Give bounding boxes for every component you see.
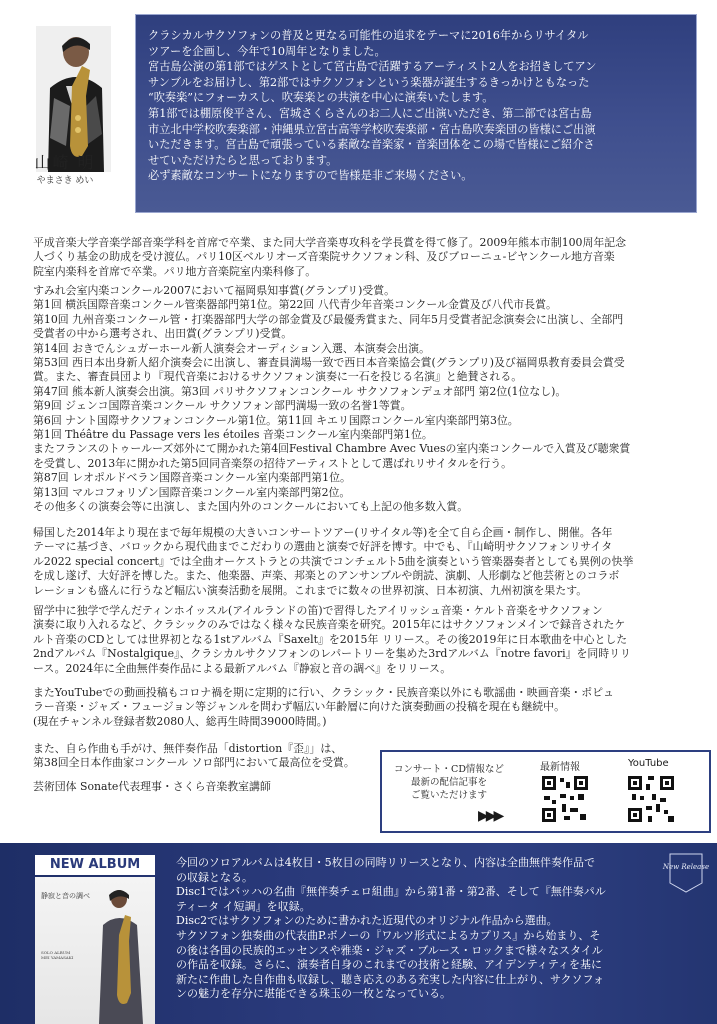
bio-line: 第53回 西日本出身新人紹介演奏会に出演し、審査員満場一致で西日本音楽協会賞(グランプリ)及び福岡県教育委員会賞受 xyxy=(33,356,625,370)
bio-line: 院室内楽科を首席で卒業。パリ地方音楽院室内楽科修了。 xyxy=(33,264,317,278)
bio-line: すみれ会室内楽コンクール2007において福岡県知事賞(グランプリ)受賞。 xyxy=(33,284,396,297)
youtube-label: YouTube xyxy=(628,758,669,769)
bio-line: ルト音楽のCDとしては世界初となる1stアルバム『Saxelt』を2015年 リリース。その後2019年に日本歌曲を中心とした xyxy=(33,632,628,646)
bio-line: (現在チャンネル登録者数2080人、総再生時間39000時間。) xyxy=(33,714,327,728)
bio-roles xyxy=(33,780,373,794)
album-line: ンの魅力を存分に堪能できる珠玉の一枚となっている。 xyxy=(176,987,451,1001)
album-cover-title: 静寂と音の調べ xyxy=(41,892,90,900)
bio-composition xyxy=(33,742,373,771)
bio-awards xyxy=(33,284,689,515)
links-note xyxy=(394,763,504,802)
bio-line: テーマに基づき、バロックから現代曲までこだわりの選曲と演奏で好評を博す。中でも、『山崎明サクソフォンリサイタ xyxy=(33,540,613,554)
bio-line: 第87回 レオポルドベラン国際音楽コンクール室内楽部門第1位。 xyxy=(33,471,351,485)
intro-line: ツアーを企画し、今年で10周年となりました。 xyxy=(148,44,386,58)
album-cover xyxy=(35,877,155,1024)
intro-line: サンブルをお届けし、第2部ではサクソフォンという楽器が誕生するきっかけともなった xyxy=(148,75,590,89)
intro-text xyxy=(148,28,688,184)
youtube-qr-icon[interactable] xyxy=(626,774,676,824)
bio-line: 留学中に独学で学んだティンホイッスル(アイルランドの笛)で習得したアイリッシュ音楽・ケルト音楽をサクソフォン xyxy=(33,604,603,617)
bio-line: 第38回全日本作曲家コンクール ソロ部門において最高位を受賞。 xyxy=(33,756,355,770)
bio-line: を受賞し、2013年に開かれた第5回同音楽祭の招待アーティストとして選ばれリサイタルを行う。 xyxy=(33,456,512,470)
bio-line: 第14回 おきでんシュガーホール新人演奏会オーディション入選、本演奏会出演。 xyxy=(33,341,430,355)
latest-info-label: 最新情報 xyxy=(540,762,580,773)
bio-line: 芸術団体 Sonate代表理事・さくら音楽教室講師 xyxy=(33,780,271,793)
new-album-label: NEW ALBUM xyxy=(35,855,155,875)
album-line: ティータ イ短調』を収録。 xyxy=(176,899,311,913)
bio-line: またYouTubeでの動画投稿もコロナ禍を期に定期的に行い、クラシック・民族音楽以外にも歌謡曲・映画音楽・ポピュ xyxy=(33,686,614,699)
bio-line: ル2022 special concert』では全曲オーケストラとの共演でコンチェルト5曲を演奏という管楽器奏者としても異例の快挙 xyxy=(33,554,634,568)
new-release-badge-text: New Release xyxy=(662,863,710,871)
intro-line: 宮古島公演の第1部ではゲストとして宮古島で活躍するアーティスト2人をお招きしてアン xyxy=(148,60,597,74)
intro-line: せていただけたらと思っております。 xyxy=(148,153,338,167)
bio-concerts xyxy=(33,526,689,598)
album-cover-credit-line: MEI YAMASAKI xyxy=(41,955,74,960)
links-note-line: 最新の配信記事を xyxy=(410,777,487,788)
intro-line: いただきます。宮古島で頑張っている素敵な音楽家・音楽団体をこの場で皆様にご紹介さ xyxy=(148,138,595,152)
arrows-icon: ▶▶▶ xyxy=(478,808,502,824)
album-line: 新たに作曲した自作曲も収録し、聴き応えのある充実した内容に仕上がり、サクソフォ xyxy=(176,972,605,986)
album-line: の後は各国の民族的エッセンスや雅楽・ジャズ・ブルース・ロックまで様々なスタイル xyxy=(176,943,603,957)
album-description xyxy=(176,856,696,1002)
bio-line: レーションも盛んに行うなど幅広い演奏活動を展開。これまでに数々の世界初演、日本初演、九州初演を果たす。 xyxy=(33,583,588,597)
links-note-line: ご覧いただけます xyxy=(410,790,487,801)
bio-line: 平成音楽大学音楽学部音楽学科を首席で卒業、また同大学音楽専攻科を学長賞を得て修了。2009年熊本市制100周年記念 xyxy=(33,236,627,249)
album-cover-credit xyxy=(41,950,73,960)
album-line: Disc1ではバッハの名曲『無伴奏チェロ組曲』から第1番・第2番、そして『無伴奏パル xyxy=(176,885,606,899)
bio-line: 第13回 マルコフォリゾン国際音楽コンクール室内楽部門第2位。 xyxy=(33,485,351,499)
bio-line: 第1回 横浜国際音楽コンクール管楽器部門第1位。第22回 八代青少年音楽コンクール金賞及び八代市長賞。 xyxy=(33,298,557,312)
bio-line: 第6回 ナント国際サクソフォンコンクール第1位。第11回 キエリ国際コンクール室内楽部門第3位。 xyxy=(33,413,519,427)
bio-albums xyxy=(33,604,689,676)
bio-line: ース。2024年に全曲無伴奏作品による最新アルバム『静寂と音の調べ』をリリース。 xyxy=(33,661,452,675)
latest-info-qr-icon[interactable] xyxy=(540,774,590,824)
intro-line: 第1部では棚原俊平さん、宮城さくらさんのお二人にご出演いただき、第二部では宮古島 xyxy=(148,106,592,120)
album-line: 今回のソロアルバムは4枚目・5枚目の同時リリースとなり、内容は全曲無伴奏作品で xyxy=(176,856,596,869)
performer-name-kana: やまさき めい xyxy=(36,176,94,186)
intro-line: “吹奏楽”にフォーカスし、吹奏楽との共演を中心に演奏いたします。 xyxy=(148,91,494,105)
intro-line: 市立北中学校吹奏楽部・沖縄県立宮古高等学校吹奏楽部・宮古島吹奏楽団の皆様にご出演 xyxy=(148,122,596,136)
bio-line: 演奏に取り入れるなど、クラシックのみではなく様々な民族音楽を研究。2015年にはサクソフォンメインで録音されたケ xyxy=(33,618,626,632)
album-line: の収録となる。 xyxy=(176,870,253,884)
bio-line: 賞。また、審査員団より『現代音楽におけるサクソフォン演奏に一石を投じる名演』と絶賛される。 xyxy=(33,370,523,384)
bio-line: 帰国した2014年より現在まで毎年規模の大きいコンサートツアー(リサイタル等)を全て自ら企画・制作し、開催。各年 xyxy=(33,526,613,539)
bio-line: また、自ら作曲も手がけ、無伴奏作品「distortion『歪』」は、 xyxy=(33,742,343,755)
performer-name: 山崎 明 xyxy=(34,153,96,172)
bio-line: 人づくり基金の助成を受け渡仏。パリ10区ベルリオーズ音楽院サクソフォン科、及びブローニュ-ビヤンクール地方音楽 xyxy=(33,250,615,264)
bio-education xyxy=(33,236,689,279)
bio-line: 第9回 ジェンコ国際音楽コンクール サクソフォン部門満場一致の名誉1等賞。 xyxy=(33,399,412,413)
bio-youtube xyxy=(33,686,689,729)
bio-line: 2ndアルバム『Nostalgique』、クラシカルサクソフォンのレパートリーを集めた3rdアルバム『notre favori』を同時リリ xyxy=(33,647,631,661)
bio-line: を成し遂げ、大好評を博した。また、他楽器、声楽、邦楽とのアンサンブルや朗読、演劇、人形劇など他芸術とのコラボ xyxy=(33,569,620,583)
bio-line: 第47回 熊本新人演奏会出演。第3回 パリサクソフォンコンクール サクソフォンデュオ部門 第2位(1位なし)。 xyxy=(33,384,567,398)
bio-line: 第10回 九州音楽コンクール管・打楽器部門大学の部金賞及び最優秀賞また、同年5月受賞者記念演奏会に出演し、全部門 xyxy=(33,312,624,326)
bio-line: またフランスのトゥールーズ郊外にて開かれた第4回Festival Chambre Avec Vuesの室内楽コンクールで入賞及び聴衆賞 xyxy=(33,442,631,456)
bio-line: 受賞者の中から選考され、出田賞(グランプリ)受賞。 xyxy=(33,327,293,341)
intro-line: クラシカルサクソフォンの普及と更なる可能性の追求をテーマに2016年からリサイタル xyxy=(148,29,589,42)
bio-line: その他多くの演奏会等に出演し、また国内外のコンクールにおいても上記の他多数入賞。 xyxy=(33,500,469,514)
album-line: サクソフォン独奏曲の代表曲P.ボノーの『ワルツ形式によるカプリス』から始まり、そ xyxy=(176,928,601,942)
intro-line: 必ず素敵なコンサートになりますので皆様是非ご来場ください。 xyxy=(148,169,473,183)
bio-line: 第1回 Théâtre du Passage vers les étoiles 音楽コンクール室内楽部門第1位。 xyxy=(33,428,433,442)
album-line: の作品を収録。さらに、演奏者自身のこれまでの技術と経験、アイデンティティを基に xyxy=(176,958,603,972)
album-cover-credit-line: SOLO ALBUM xyxy=(41,950,71,955)
links-note-line: コンサート・CD情報など xyxy=(394,764,504,775)
bio-line: ラー音楽・ジャズ・フュージョン等ジャンルを問わず幅広い年齢層に向けた演奏動画の投稿を現在も継続中。 xyxy=(33,700,565,714)
album-line: Disc2ではサクソフォンのために書かれた近現代のオリジナル作品から選曲。 xyxy=(176,914,558,928)
